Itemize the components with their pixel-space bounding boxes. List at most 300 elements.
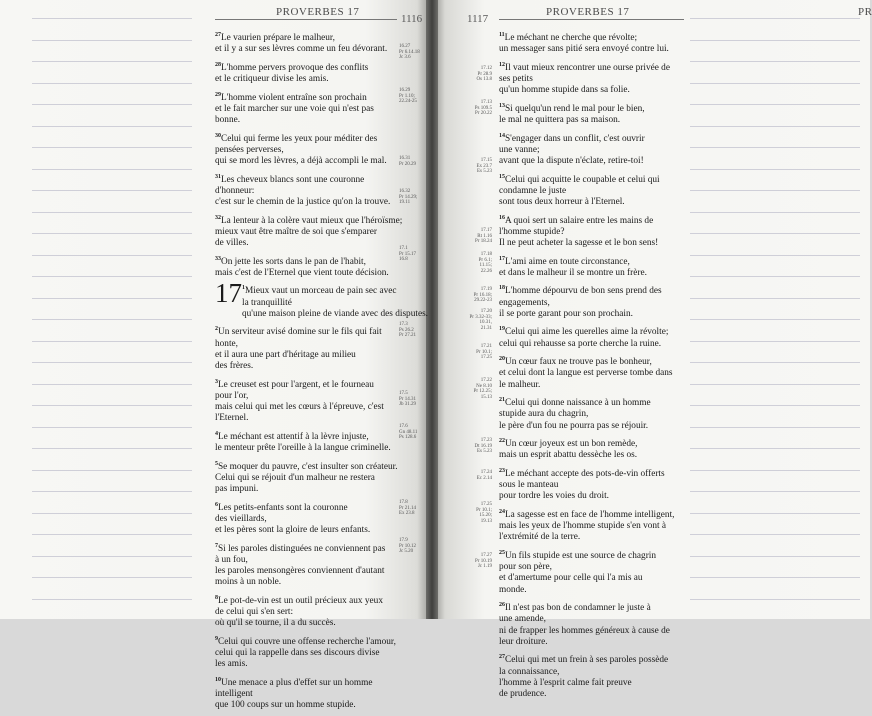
- verse-line: [215, 402, 395, 413]
- verse-text: L'homme violent entraîne son prochain: [221, 92, 367, 103]
- verse-number: 15: [499, 173, 505, 180]
- verse-number: 6: [215, 501, 218, 508]
- verse-text: Un cœur faux ne trouve pas le bonheur,: [505, 357, 652, 368]
- ruled-line: [32, 362, 192, 363]
- ruled-line: [690, 491, 860, 492]
- verse-text: qui se mord les lèvres, a déjà accompli le mal.: [215, 156, 387, 167]
- verse-text: condamne le juste: [499, 185, 567, 196]
- verse-line: [499, 309, 681, 320]
- ruled-line: [32, 470, 192, 471]
- verse-line: [499, 172, 681, 186]
- verse-text: Une menace a plus d'effet sur un homme: [221, 677, 373, 688]
- verse: [215, 172, 395, 209]
- verse-line: [215, 413, 395, 424]
- ruled-line: [690, 599, 860, 600]
- right-head-rule: [499, 19, 684, 20]
- verse-text: stupide aura du chagrin,: [499, 409, 589, 420]
- verse-text: Celui qui acquitte le coupable et celui qui: [505, 174, 660, 185]
- verse-text: intelligent: [215, 689, 253, 700]
- cross-reference: 16.29 Pr 1.10; 22.24-25: [399, 88, 417, 105]
- verse-line: [215, 350, 395, 361]
- verse-text: monde.: [499, 584, 527, 595]
- verse-number: 16: [499, 214, 505, 221]
- cross-reference: 17.9 Pr 10.12 Jc 5.20: [399, 538, 416, 555]
- verse-number: 30: [215, 132, 221, 139]
- verse-number: 17: [499, 255, 505, 262]
- verse-line: [499, 298, 681, 309]
- verse-text: mieux vaut être maître de soi que s'emparer: [215, 226, 377, 237]
- verse: [499, 30, 681, 56]
- left-notes-margin: [32, 18, 192, 619]
- verse-line: [499, 466, 681, 480]
- verse-line: [499, 678, 681, 689]
- verse-line: [215, 577, 395, 588]
- verse-line: [215, 675, 395, 689]
- verse: [499, 283, 681, 320]
- verse-number: 22: [499, 438, 505, 445]
- cross-reference: 17.19 Pr 16.18; 29.22-23: [473, 287, 492, 304]
- verse-line: [215, 115, 395, 126]
- verse-text: mais les yeux de l'homme stupide s'en vont à: [499, 521, 667, 532]
- verse-line: [215, 473, 395, 484]
- verse: [499, 354, 681, 391]
- verse-line: [215, 186, 395, 197]
- verse-text: une amende,: [499, 614, 546, 625]
- verse-text: Le méchant ne cherche que révolte;: [504, 33, 638, 44]
- ruled-line: [690, 427, 860, 428]
- cross-reference: 17.27 Pr 10.19 Jc 1.19: [475, 553, 492, 570]
- verse-text: Les cheveux blancs sont une couronne: [221, 174, 365, 185]
- verse-line: [499, 491, 681, 502]
- verse-number: 4: [215, 430, 218, 437]
- verse-line: [215, 391, 395, 402]
- verse-number: 11: [499, 32, 505, 38]
- ruled-line: [690, 126, 860, 127]
- verse-text: les amis.: [215, 659, 248, 670]
- verse-line: [499, 101, 681, 115]
- verse-number: 7: [215, 542, 218, 549]
- verse-number: 20: [499, 356, 505, 363]
- ruled-line: [690, 233, 860, 234]
- ruled-line: [32, 513, 192, 514]
- verse-line: [499, 227, 681, 238]
- cross-reference: 17.13 Ps 109.5 Pr 20.22: [474, 100, 492, 117]
- chapter-opening-verse: [215, 278, 429, 320]
- verse-line: [215, 484, 395, 495]
- verse-line: [215, 268, 395, 279]
- verse-line: [499, 30, 681, 44]
- ruled-line: [32, 427, 192, 428]
- verse-text: Un serviteur avisé domine sur le fils qui fait: [218, 327, 382, 338]
- ruled-line: [32, 169, 192, 170]
- verse-text: qu'une maison pleine de viande avec des disputes.: [242, 308, 429, 319]
- verse-text: le malheur.: [499, 379, 541, 390]
- verse-line: [215, 104, 395, 115]
- verse-text: le menteur prête l'oreille à la langue criminelle.: [215, 443, 391, 454]
- ruled-line: [32, 491, 192, 492]
- verse-text: On jette les sorts dans le pan de l'habit,: [221, 256, 366, 267]
- verse-text: mais celui qui met les cœurs à l'épreuve, c'est: [215, 402, 384, 413]
- verse-line: [499, 44, 681, 55]
- verse-text: Si les paroles distinguées ne conviennent pas: [218, 543, 386, 554]
- verse-text: Celui qui aime les querelles aime la révolte;: [505, 327, 669, 338]
- verse-text: engagements,: [499, 297, 550, 308]
- ruled-line: [690, 61, 860, 62]
- verse-text: et il y a sur ses lèvres comme un feu dévorant.: [215, 44, 388, 55]
- verse-text: la connaissance,: [499, 666, 560, 677]
- verse-line: [215, 238, 395, 249]
- verse-number: 12: [499, 61, 505, 68]
- verse-text: La lenteur à la colère vaut mieux que l'héroïsme;: [221, 215, 403, 226]
- verse-line: [215, 500, 395, 514]
- right-page-number: 1117: [467, 13, 489, 25]
- verse-text: et dans le malheur il se montre un frère.: [499, 267, 647, 278]
- verse-number: 10: [215, 676, 221, 683]
- ruled-line: [32, 255, 192, 256]
- verse-line: [499, 74, 681, 85]
- verse-number: 1: [242, 285, 245, 292]
- verse-line: [499, 131, 681, 145]
- ruled-line: [690, 212, 860, 213]
- verse-number: 29: [215, 91, 221, 98]
- ruled-line: [690, 104, 860, 105]
- verse-line: [499, 652, 681, 666]
- verse-line: [499, 600, 681, 614]
- ruled-line: [690, 255, 860, 256]
- ruled-line: [32, 104, 192, 105]
- verse-text: Celui qui couvre une offense recherche l'amour,: [218, 636, 396, 647]
- verse-text: le mal ne quittera pas sa maison.: [499, 115, 621, 126]
- verse-text: pour tordre les voies du droit.: [499, 491, 609, 502]
- ruled-line: [32, 448, 192, 449]
- verse-text: A quoi sert un salaire entre les mains de: [505, 215, 654, 226]
- verse-line: [499, 339, 681, 350]
- verse-line: [215, 44, 395, 55]
- verse: [215, 377, 395, 425]
- ruled-line: [690, 147, 860, 148]
- cross-reference: 17.21 Pr 10.1; 17.25: [476, 344, 492, 361]
- verse-number: 8: [215, 594, 218, 601]
- verse-line: [215, 74, 395, 85]
- verse: [215, 500, 395, 537]
- verse: [215, 675, 395, 712]
- verse-text: celui qui rehausse sa porte cherche la ruine.: [499, 338, 662, 349]
- verse-number: 24: [499, 508, 505, 515]
- verse: [499, 507, 681, 544]
- verse-line: [499, 614, 681, 625]
- verse-text: de villes.: [215, 238, 249, 249]
- verse-text: honte,: [215, 338, 238, 349]
- verse-text: il se porte garant pour son prochain.: [499, 308, 633, 319]
- verse-text: Celui qui se réjouit d'un malheur ne restera: [215, 472, 375, 483]
- cross-reference: 17.15 Ex 23.7 Es 5.23: [476, 158, 492, 175]
- cross-reference: 17.8 Pr 21.14 Ex 23.8: [399, 500, 416, 517]
- verse-line: [499, 521, 681, 532]
- ruled-line: [32, 341, 192, 342]
- ruled-line: [690, 169, 860, 170]
- verse-number: 26: [499, 602, 505, 609]
- verse-line: [242, 283, 395, 297]
- verse-text: pour l'or,: [215, 390, 249, 401]
- verse-text: des frères.: [215, 361, 254, 372]
- verse-text: les paroles mensongères conviennent d'autant: [215, 566, 385, 577]
- verse: [499, 324, 681, 350]
- verse-line: [499, 254, 681, 268]
- ruled-line: [32, 233, 192, 234]
- cross-reference: 17.6 Gn 48.11 Ps 128.6: [399, 424, 418, 441]
- verse-text: l'Eternel.: [215, 413, 249, 424]
- verse-text: et le fait marcher sur une voie qui n'est pas: [215, 103, 374, 114]
- verse-line: [499, 395, 681, 409]
- cross-reference: 16.31 Pr 20.29: [399, 156, 416, 167]
- verse: [499, 131, 681, 168]
- ruled-line: [32, 83, 192, 84]
- verse-text: La sagesse est en face de l'homme intelligent,: [505, 510, 675, 521]
- verse-number: 27: [215, 32, 221, 38]
- verse-line: [215, 377, 395, 391]
- verse-line: [215, 145, 395, 156]
- ruled-line: [32, 298, 192, 299]
- verse-line: [499, 436, 681, 450]
- verse-text: Celui qui ferme les yeux pour méditer des: [221, 133, 378, 144]
- verse-text: et les pères sont la gloire de leurs enfants.: [215, 525, 371, 536]
- verse-text: Le méchant accepte des pots-de-vin offerts: [505, 469, 665, 480]
- verse-text: à un fou,: [215, 554, 248, 565]
- ruled-line: [32, 147, 192, 148]
- verse-line: [499, 324, 681, 338]
- verse-line: [499, 60, 681, 74]
- verse-line: [215, 254, 395, 268]
- verse: [215, 634, 395, 671]
- verse-line: [215, 60, 395, 74]
- verse-text: et le critiqueur divise les amis.: [215, 74, 329, 85]
- ruled-line: [32, 276, 192, 277]
- verse-text: Le méchant est attentif à la lèvre injuste,: [218, 431, 369, 442]
- verse-text: des vieillards,: [215, 513, 267, 524]
- verse-line: [215, 634, 395, 648]
- cross-reference: 16.32 Pr 14.29; 19.11: [399, 189, 418, 206]
- verse-text: Il n'est pas bon de condamner le juste à: [505, 603, 651, 614]
- verse: [499, 436, 681, 462]
- verse-line: [499, 268, 681, 279]
- ruled-line: [690, 384, 860, 385]
- verse-text: une vanne;: [499, 144, 540, 155]
- verse-line: [499, 283, 681, 297]
- verse-line: [215, 659, 395, 670]
- verse-line: [499, 626, 681, 637]
- verse-text: le père d'un fou ne pourra pas se réjouir.: [499, 420, 649, 431]
- verse-line: [499, 573, 681, 584]
- verse: [215, 593, 395, 630]
- verse-line: [499, 562, 681, 573]
- verse-line: [215, 156, 395, 167]
- verse-text: Il ne peut acheter la sagesse et le bon sens!: [499, 238, 659, 249]
- verse-line: [499, 197, 681, 208]
- verse-number: 27: [499, 654, 505, 661]
- verse-text: un messager sans pitié sera envoyé contre lui.: [499, 44, 669, 55]
- verse-line: [215, 324, 395, 338]
- cross-reference: 16.27 Pr 6.14.18 Jc 3.6: [399, 44, 420, 61]
- verse-text: et d'amertume pour celle qui l'a mis au: [499, 573, 643, 584]
- verse-line: [499, 532, 681, 543]
- verse-text: Le creuset est pour l'argent, et le fourneau: [218, 379, 374, 390]
- verse: [499, 652, 681, 700]
- verse: [215, 90, 395, 127]
- verse-line: [215, 566, 395, 577]
- verse-line: [499, 689, 681, 700]
- verse-line: [215, 339, 395, 350]
- verse-line: [499, 450, 681, 461]
- verse-text: Le vaurien prépare le malheur,: [221, 33, 335, 44]
- verse-number: 18: [499, 285, 505, 292]
- cross-reference: 17.25 Pr 10.1; 15.20; 19.13: [476, 502, 492, 524]
- verse-text: et il aura une part d'héritage au milieu: [215, 349, 356, 360]
- verse: [499, 254, 681, 280]
- ruled-line: [32, 405, 192, 406]
- verse-text: Se moquer du pauvre, c'est insulter son créateur.: [218, 461, 398, 472]
- ruled-line: [32, 40, 192, 41]
- verse-line: [215, 525, 395, 536]
- verse-line: [499, 368, 681, 379]
- right-notes-margin: [690, 18, 860, 619]
- verse-text: d'honneur:: [215, 185, 255, 196]
- verse-line: [499, 507, 681, 521]
- verse: [499, 60, 681, 97]
- verse-text: L'homme pervers provoque des conflits: [221, 62, 369, 73]
- verse-text: Mieux vaut un morceau de pain sec avec: [245, 286, 397, 297]
- verse: [215, 30, 395, 56]
- verse-number: 13: [499, 102, 505, 109]
- verse-line: [215, 555, 395, 566]
- verse-text: l'extrémité de la terre.: [499, 532, 581, 543]
- verse-line: [215, 618, 395, 629]
- ruled-line: [690, 470, 860, 471]
- verse-number: 33: [215, 255, 221, 262]
- ruled-line: [690, 577, 860, 578]
- verse-text: S'engager dans un conflit, c'est ouvrir: [505, 133, 645, 144]
- verse-text: Si quelqu'un rend le mal pour le bien,: [505, 103, 645, 114]
- verse-number: 25: [499, 549, 505, 556]
- cross-reference: 17.23 Dt 16.19 Es 5.23: [474, 438, 492, 455]
- verse: [499, 213, 681, 250]
- verse-number: 9: [215, 635, 218, 642]
- verse-text: Un fils stupide est une source de chagrin: [505, 551, 657, 562]
- verse-line: [499, 637, 681, 648]
- verse-line: [499, 421, 681, 432]
- verse-line: [215, 197, 395, 208]
- verse-line: [499, 85, 681, 96]
- verse-text: que 100 coups sur un homme stupide.: [215, 700, 356, 711]
- cross-reference: 17.17 Rt 1.16 Pr 18.24: [475, 228, 492, 245]
- verse-text: et celui dont la langue est perverse tombe dans: [499, 368, 673, 379]
- cross-reference: 17.18 Pr 6.1; 11.15; 22.26: [478, 252, 492, 274]
- verse: [215, 213, 403, 250]
- verse: [499, 101, 681, 127]
- verse-text: pensées perverses,: [215, 144, 284, 155]
- ruled-line: [690, 40, 860, 41]
- ruled-line: [32, 577, 192, 578]
- verse-line: [499, 480, 681, 491]
- left-page-number: 1116: [401, 13, 423, 25]
- ruled-line: [32, 61, 192, 62]
- verse-number: 21: [499, 397, 505, 404]
- ruled-line: [32, 384, 192, 385]
- ruled-line: [690, 276, 860, 277]
- ruled-line: [32, 126, 192, 127]
- verse: [499, 466, 681, 503]
- ruled-line: [32, 212, 192, 213]
- verse-line: [499, 354, 681, 368]
- verse: [499, 172, 681, 209]
- verse-line: [499, 585, 681, 596]
- verse-number: 2: [215, 326, 218, 333]
- verse-text: Un cœur joyeux est un bon remède,: [505, 439, 638, 450]
- ruled-line: [690, 513, 860, 514]
- verse-text: pas impuni.: [215, 484, 259, 495]
- verse-text: bonne.: [215, 115, 241, 126]
- verse-text: Celui qui met un frein à ses paroles possède: [505, 655, 669, 666]
- verse-line: [215, 227, 395, 238]
- verse-line: [215, 607, 395, 618]
- verse-text: c'est sur le chemin de la justice qu'on la trouve.: [215, 197, 391, 208]
- verse-line: [242, 298, 395, 309]
- verse-text: L'homme dépourvu de bon sens prend des: [505, 286, 662, 297]
- verse-text: sont tous deux horreur à l'Eternel.: [499, 197, 625, 208]
- cross-reference: 17.1 Pr 15.17 16.8: [399, 246, 416, 263]
- ruled-line: [32, 190, 192, 191]
- verse-line: [215, 700, 395, 711]
- verse-line: [215, 361, 395, 372]
- verse-line: [499, 156, 681, 167]
- cross-reference: 17.24 Ec 2.14: [476, 470, 492, 481]
- verse-line: [215, 459, 398, 473]
- verse-line: [215, 648, 395, 659]
- ruled-line: [32, 534, 192, 535]
- verse-line: [215, 593, 395, 607]
- right-running-head: PROVERBES 17: [546, 6, 630, 18]
- verse-text: l'homme stupide?: [499, 226, 565, 237]
- cross-reference: 17.12 Pr 28.9 Os 13.8: [476, 66, 492, 83]
- ruled-line: [690, 556, 860, 557]
- verse-text: mais c'est de l'Eternel que vient toute décision.: [215, 267, 389, 278]
- verse-text: celui qui la rappelle dans ses discours divise: [215, 648, 380, 659]
- verse-text: l'homme à l'esprit calme fait preuve: [499, 677, 632, 688]
- verse: [215, 459, 398, 496]
- verse-line: [242, 308, 429, 320]
- ruled-line: [690, 405, 860, 406]
- verse-number: 28: [215, 61, 221, 68]
- verse-line: [215, 90, 395, 104]
- ruled-line: [690, 83, 860, 84]
- verse-text: ni de frapper les hommes généreux à cause de: [499, 625, 670, 636]
- verse: [215, 254, 395, 280]
- verse-line: [215, 429, 395, 443]
- verse-line: [215, 213, 403, 227]
- verse-text: L'ami aime en toute circonstance,: [505, 256, 630, 267]
- verse-text: moins à un noble.: [215, 577, 282, 588]
- verse-text: mais un esprit abattu dessèche les os.: [499, 450, 638, 461]
- verse-number: 14: [499, 132, 505, 139]
- verse-line: [215, 689, 395, 700]
- verse-number: 31: [215, 173, 221, 180]
- verse-line: [499, 238, 681, 249]
- verse-line: [215, 172, 395, 186]
- verse-text: Il vaut mieux rencontrer une ourse privée de: [505, 62, 670, 73]
- chapter-number: 17: [215, 278, 242, 309]
- ruled-line: [32, 319, 192, 320]
- verse-number: 5: [215, 460, 218, 467]
- verse-text: ses petits: [499, 74, 533, 85]
